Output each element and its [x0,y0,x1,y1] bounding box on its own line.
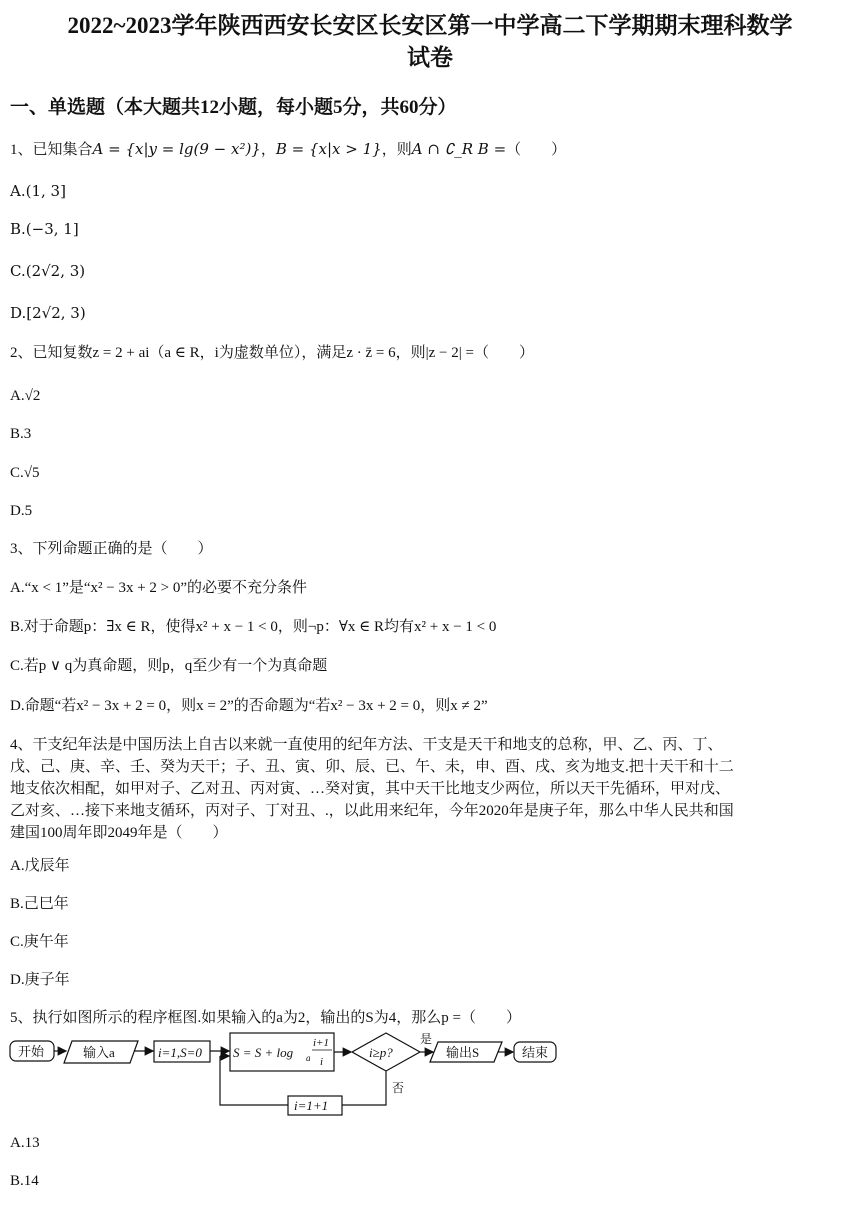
q3-option-b[interactable]: B.对于命题p：∃x ∈ R，使得x² + x − 1 < 0，则¬p：∀x ∈ R均有x² + x − 1 < 0 [10,619,497,635]
question-5-stem: 5、执行如图所示的程序框图.如果输入的a为2，输出的S为4，那么p =（ ） [10,1010,521,1026]
flow-cond-text: i≥p? [369,1045,393,1060]
q3-option-a[interactable]: A.“x < 1”是“x² − 3x + 2 > 0”的必要不充分条件 [10,580,308,596]
q2-option-a[interactable]: A.√2 [10,388,41,404]
q1-expr: A ∩ ∁_R B = [411,140,507,158]
flow-init-text: i=1,S=0 [158,1045,202,1060]
q3-option-c[interactable]: C.若p ∨ q为真命题，则p，q至少有一个为真命题 [10,658,328,674]
flow-assign-sub: a [306,1053,311,1063]
flow-frac-num: i+1 [313,1037,329,1049]
flow-assign-text: S = S + log [233,1045,294,1060]
q4-option-d[interactable]: D.庚子年 [10,972,70,988]
q1-option-a[interactable]: A.(1, 3] [10,182,66,200]
q1-option-b[interactable]: B.(−3, 1] [10,220,79,238]
section-heading: 一、单选题（本大题共12小题，每小题5分，共60分） [10,97,457,118]
q1-option-c[interactable]: C.(2√2, 3) [10,262,86,280]
q3-option-d[interactable]: D.命题“若x² − 3x + 2 = 0，则x = 2”的否命题为“若x² − 3x + 2 = 0，则x ≠ 2” [10,698,488,714]
q4-option-c[interactable]: C.庚午年 [10,934,69,950]
flow-start-text: 开始 [18,1044,45,1059]
q4-line: 乙对亥、…接下来地支循环，丙对子、丁对丑、.，以此用来纪年，今年2020年是庚子年，那么中华人民共和国 [10,803,734,819]
flowchart [0,1030,860,1120]
q2-option-d[interactable]: D.5 [10,503,33,519]
q4-line: 戊、己、庚、辛、壬、癸为天干；子、丑、寅、卯、辰、已、午、未，申、酉、戌、亥为地支.把十天干和十二 [10,759,734,775]
flow-yes-label: 是 [420,1032,433,1046]
q5-option-a[interactable]: A.13 [10,1135,40,1151]
q4-option-a[interactable]: A.戊辰年 [10,858,70,874]
q1-paren: （ ） [506,142,567,158]
q2-option-b[interactable]: B.3 [10,426,32,442]
question-1-stem [10,139,850,161]
q1-set-b: B = {x|x > 1} [275,140,382,158]
flow-input-text: 输入a [83,1045,115,1060]
q1-prefix: 1、已知集合 [10,142,93,158]
flow-no-label: 否 [392,1081,405,1095]
q1-set-a: A = {x|y = lg(9 − x²)} [92,140,261,158]
q4-line: 建国100周年即2049年是（ ） [10,825,228,841]
q2-option-c[interactable]: C.√5 [10,465,40,481]
question-3-stem: 3、下列命题正确的是（ ） [10,541,213,557]
q1-sep: ， [260,142,276,158]
flow-incr-text: i=1+1 [294,1098,329,1113]
q4-line: 4、干支纪年法是中国历法上自古以来就一直使用的纪年方法、干支是天干和地支的总称，甲、乙、丙、丁、 [10,737,723,753]
q4-line: 地支依次相配，如甲对子、乙对丑、丙对寅、…癸对寅，其中天干比地支少两位，所以天干先循环，甲对戊、 [10,781,731,797]
q1-then: ，则 [381,142,412,158]
q4-option-b[interactable]: B.己巳年 [10,896,69,912]
flow-output-text: 输出S [446,1045,480,1060]
flow-frac-den: i [320,1056,324,1068]
q1-option-d[interactable]: D.[2√2, 3) [10,304,86,322]
page-title-line1: 2022~2023学年陕西西安长安区长安区第一中学高二下学期期末理科数学 [67,13,793,38]
page-title-line2: 试卷 [407,45,453,70]
flow-end-text: 结束 [522,1045,549,1060]
question-2-stem: 2、已知复数z = 2 + ai（a ∈ R，i为虚数单位），满足z · z̄ = 6，则|z − 2| =（ ） [10,345,534,361]
q5-option-b[interactable]: B.14 [10,1173,39,1189]
question-4-stem [10,734,850,844]
